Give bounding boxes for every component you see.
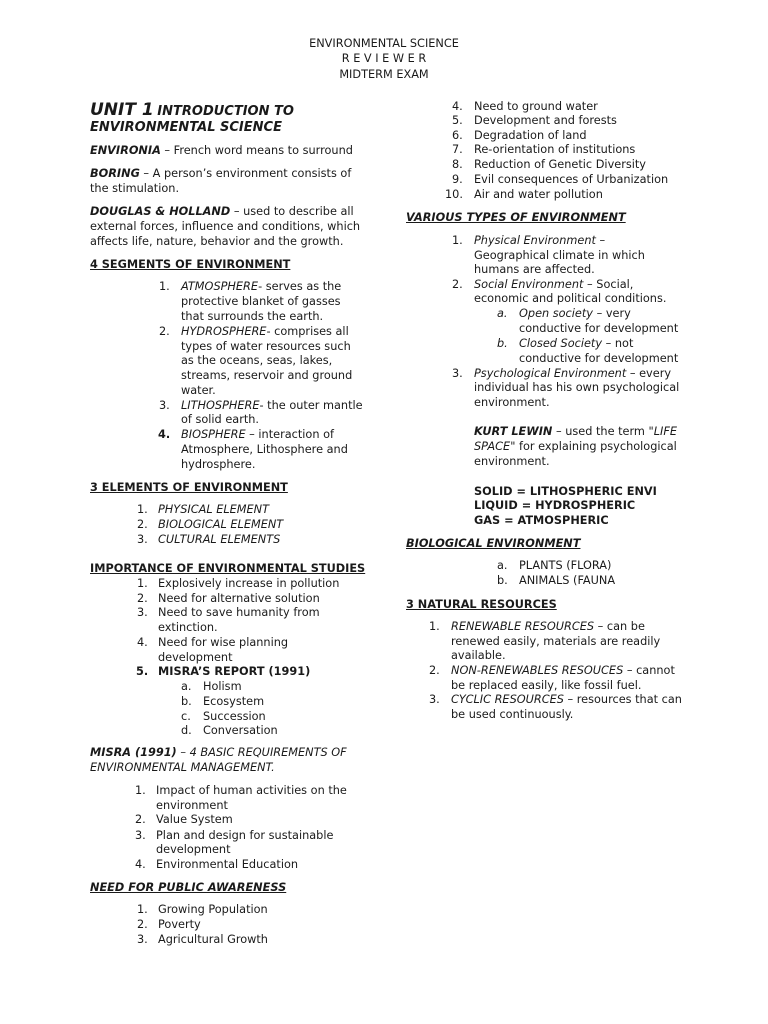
list-item: Growing Population [158,903,268,916]
list-item [181,324,349,339]
list-item: Air and water pollution [474,188,603,201]
list-item-cont: renewed easily, materials are readily [451,635,661,648]
segments-heading: 4 SEGMENTS OF ENVIRONMENT [90,258,291,271]
list-item-cont: extinction. [158,621,218,634]
list-number: 3. [429,693,440,706]
def-douglas-cont: external forces, influence and conditions, which [90,220,361,233]
list-number: 3. [135,829,146,842]
list-item: Development and forests [474,114,617,127]
list-item [181,427,334,442]
sublist-item: Conversation [203,724,278,737]
sublist-item: Succession [203,710,266,723]
list-item-text: - the outer mantle [259,399,363,412]
importance-heading: IMPORTANCE OF ENVIRONMENTAL STUDIES [90,562,366,575]
resources-heading: 3 NATURAL RESOURCES [406,598,557,611]
list-number: 4. [158,428,171,441]
list-item-cont: hydrosphere. [181,458,256,471]
list-item [474,233,605,248]
def-douglas-cont: affects life, nature, behavior and the growth. [90,235,344,248]
term-lithosphere: LITHOSPHERE [181,399,260,412]
term-social-environment: Social Environment [474,278,584,291]
list-number: 2. [137,592,148,605]
list-number: 3. [159,399,170,412]
list-number: 1. [429,620,440,633]
list-number: 1. [452,234,463,247]
types-heading: VARIOUS TYPES OF ENVIRONMENT [406,211,626,224]
list-item: Environmental Education [156,858,299,871]
sublist-letter: a. [497,559,508,572]
sublist-item [519,306,631,321]
sublist-item-cont: conductive for development [519,352,679,365]
sublist-letter: b. [497,337,508,350]
kurt-lewin-note [474,424,677,439]
sublist-letter: b. [497,574,508,587]
list-item-text: - serves as the [258,280,342,293]
list-number: 4. [135,858,146,871]
term-hydrosphere: HYDROSPHERE [181,325,267,338]
list-item: Explosively increase in pollution [158,577,340,590]
term-boring: BORING [90,167,140,180]
list-number: 2. [159,325,170,338]
list-number: 1. [137,577,148,590]
sublist-letter: d. [181,724,192,737]
list-number: 3. [137,533,148,546]
list-item-text: - comprises all [266,325,349,338]
list-number: 2. [135,813,146,826]
list-item [451,619,645,634]
list-number: 9. [452,173,463,186]
list-number: 6. [452,129,463,142]
list-item: PHYSICAL ELEMENT [158,503,270,516]
list-item: CULTURAL ELEMENTS [158,533,281,546]
list-item: Evil consequences of Urbanization [474,173,669,186]
list-item-cont: types of water resources such [181,340,351,353]
elements-heading: 3 ELEMENTS OF ENVIRONMENT [90,481,288,494]
list-number: 5. [136,665,149,678]
list-number: 1. [135,784,146,797]
list-item: Reduction of Genetic Diversity [474,158,646,171]
unit-title-a: INTRODUCTION TO [157,104,294,119]
list-item-cont: development [158,651,233,664]
term-environia: ENVIRONIA [90,144,161,157]
list-item-cont: economic and political conditions. [474,292,667,305]
list-number: 8. [452,158,463,171]
list-item: Need to save humanity from [158,606,320,619]
list-number: 3. [452,367,463,380]
list-item-cont: be replaced easily, like fossil fuel. [451,679,642,692]
list-item-cont: be used continuously. [451,708,574,721]
term-atmosphere: ATMOSPHERE [181,280,259,293]
list-item-cont: Atmosphere, Lithosphere and [181,443,348,456]
list-item: Impact of human activities on the [156,784,347,797]
list-item: Value System [156,813,233,826]
unit-title-b: ENVIRONMENTAL SCIENCE [90,120,282,135]
unit-label: UNIT 1 [90,100,154,120]
list-number: 1. [137,903,148,916]
list-item: Plan and design for sustainable [156,829,334,842]
sublist-letter: c. [181,710,191,723]
list-number: 2. [137,918,148,931]
doc-subtitle: R E V I E W E R [341,52,427,65]
sublist-item: ANIMALS (FAUNA [519,574,616,587]
list-number: 10. [445,188,463,201]
kurt-life-word: LIFE [653,425,677,438]
unit-heading [90,100,294,122]
misra-heading-text: – 4 BASIC REQUIREMENTS OF [176,746,347,759]
kurt-lewin-cont [474,439,677,454]
misra-heading [90,745,347,760]
list-item-text: – Social, [583,278,634,291]
sublist-item: PLANTS (FLORA) [519,559,612,572]
sublist-item-text: – very [592,307,631,320]
list-item [451,663,675,678]
sublist-item: Holism [203,680,242,693]
list-item: Need for wise planning [158,636,289,649]
list-item-text: – can be [594,620,645,633]
def-environia-text: – French word means to surround [160,144,353,157]
list-item-text: – cannot [623,664,675,677]
sublist-letter: a. [181,680,192,693]
term-renewable: RENEWABLE RESOURCES [451,620,595,633]
list-item-cont: of solid earth. [181,413,260,426]
kurt-lewin-text: – used the term " [552,425,654,438]
sublist-item-text: – not [602,337,634,350]
term-kurt-lewin: KURT LEWIN [474,425,553,438]
list-item-text: – interaction of [245,428,334,441]
awareness-heading: NEED FOR PUBLIC AWARENESS [90,881,287,894]
list-item: Need for alternative solution [158,592,320,605]
term-psychological-environment: Psychological Environment [474,367,627,380]
list-item-cont: protective blanket of gasses [181,295,341,308]
list-number: 4. [452,100,463,113]
list-item [181,398,363,413]
list-number: 5. [452,114,463,127]
list-number: 3. [137,606,148,619]
kurt-space-word: SPACE [474,440,511,453]
doc-title: ENVIRONMENTAL SCIENCE [309,37,459,50]
list-item: Degradation of land [474,129,587,142]
list-item-cont: that surrounds the earth. [181,310,324,323]
state-solid: SOLID = LITHOSPHERIC ENVI [474,485,657,498]
kurt-lewin-cont: environment. [474,455,550,468]
list-item: BIOLOGICAL ELEMENT [158,518,284,531]
term-non-renewable: NON-RENEWABLES RESOUCES [451,664,624,677]
list-item [474,366,671,381]
sublist-item: Ecosystem [203,695,265,708]
list-item-cont: humans are affected. [474,263,595,276]
list-item [451,692,682,707]
list-number: 2. [452,278,463,291]
state-gas: GAS = ATMOSPHERIC [474,514,609,527]
list-item-cont: water. [181,384,216,397]
list-item-cont: available. [451,649,506,662]
def-douglas-text: – used to describe all [230,205,354,218]
list-item [474,277,633,292]
term-douglas: DOUGLAS & HOLLAND [90,205,231,218]
list-item: Poverty [158,918,201,931]
list-item: MISRA’S REPORT (1991) [158,665,311,678]
list-item-cont: Geographical climate in which [474,249,645,262]
list-number: 4. [137,636,148,649]
biological-heading: BIOLOGICAL ENVIRONMENT [406,537,581,550]
list-item-cont: environment. [474,396,550,409]
term-physical-environment: Physical Environment [474,234,596,247]
def-boring-text: – A person’s environment consists of [139,167,352,180]
state-liquid: LIQUID = HYDROSPHERIC [474,499,636,512]
list-item-cont: individual has his own psychological [474,381,680,394]
doc-exam-label: MIDTERM EXAM [339,68,429,81]
def-douglas [90,204,354,219]
term-misra: MISRA (1991) [90,746,177,759]
list-item: Agricultural Growth [158,933,268,946]
list-number: 2. [429,664,440,677]
misra-heading-cont: ENVIRONMENTAL MANAGEMENT. [90,761,275,774]
def-boring [90,166,351,181]
def-environia [90,143,353,158]
sublist-item-cont: conductive for development [519,322,679,335]
list-item-cont: as the oceans, seas, lakes, [181,354,333,367]
term-cyclic: CYCLIC RESOURCES [451,693,564,706]
sublist-letter: b. [181,695,192,708]
list-number: 7. [452,143,463,156]
sublist-letter: a. [497,307,508,320]
list-item-text: – [595,234,606,247]
list-number: 2. [137,518,148,531]
list-item: Need to ground water [474,100,598,113]
sublist-item [519,336,633,351]
term-closed-society: Closed Society [519,337,603,350]
list-item-text: – resources that can [563,693,682,706]
list-item-text: – every [626,367,672,380]
list-item [181,279,341,294]
term-biosphere: BIOSPHERE [181,428,246,441]
list-number: 3. [137,933,148,946]
list-number: 1. [159,280,170,293]
list-item-cont: streams, reservoir and ground [181,369,353,382]
def-boring-cont: the stimulation. [90,182,180,195]
list-number: 1. [137,503,148,516]
list-item: Re-orientation of institutions [474,143,636,156]
kurt-lewin-text: " for explaining psychological [510,440,677,453]
list-item-cont: environment [156,799,228,812]
list-item-cont: development [156,843,231,856]
term-open-society: Open society [519,307,593,320]
